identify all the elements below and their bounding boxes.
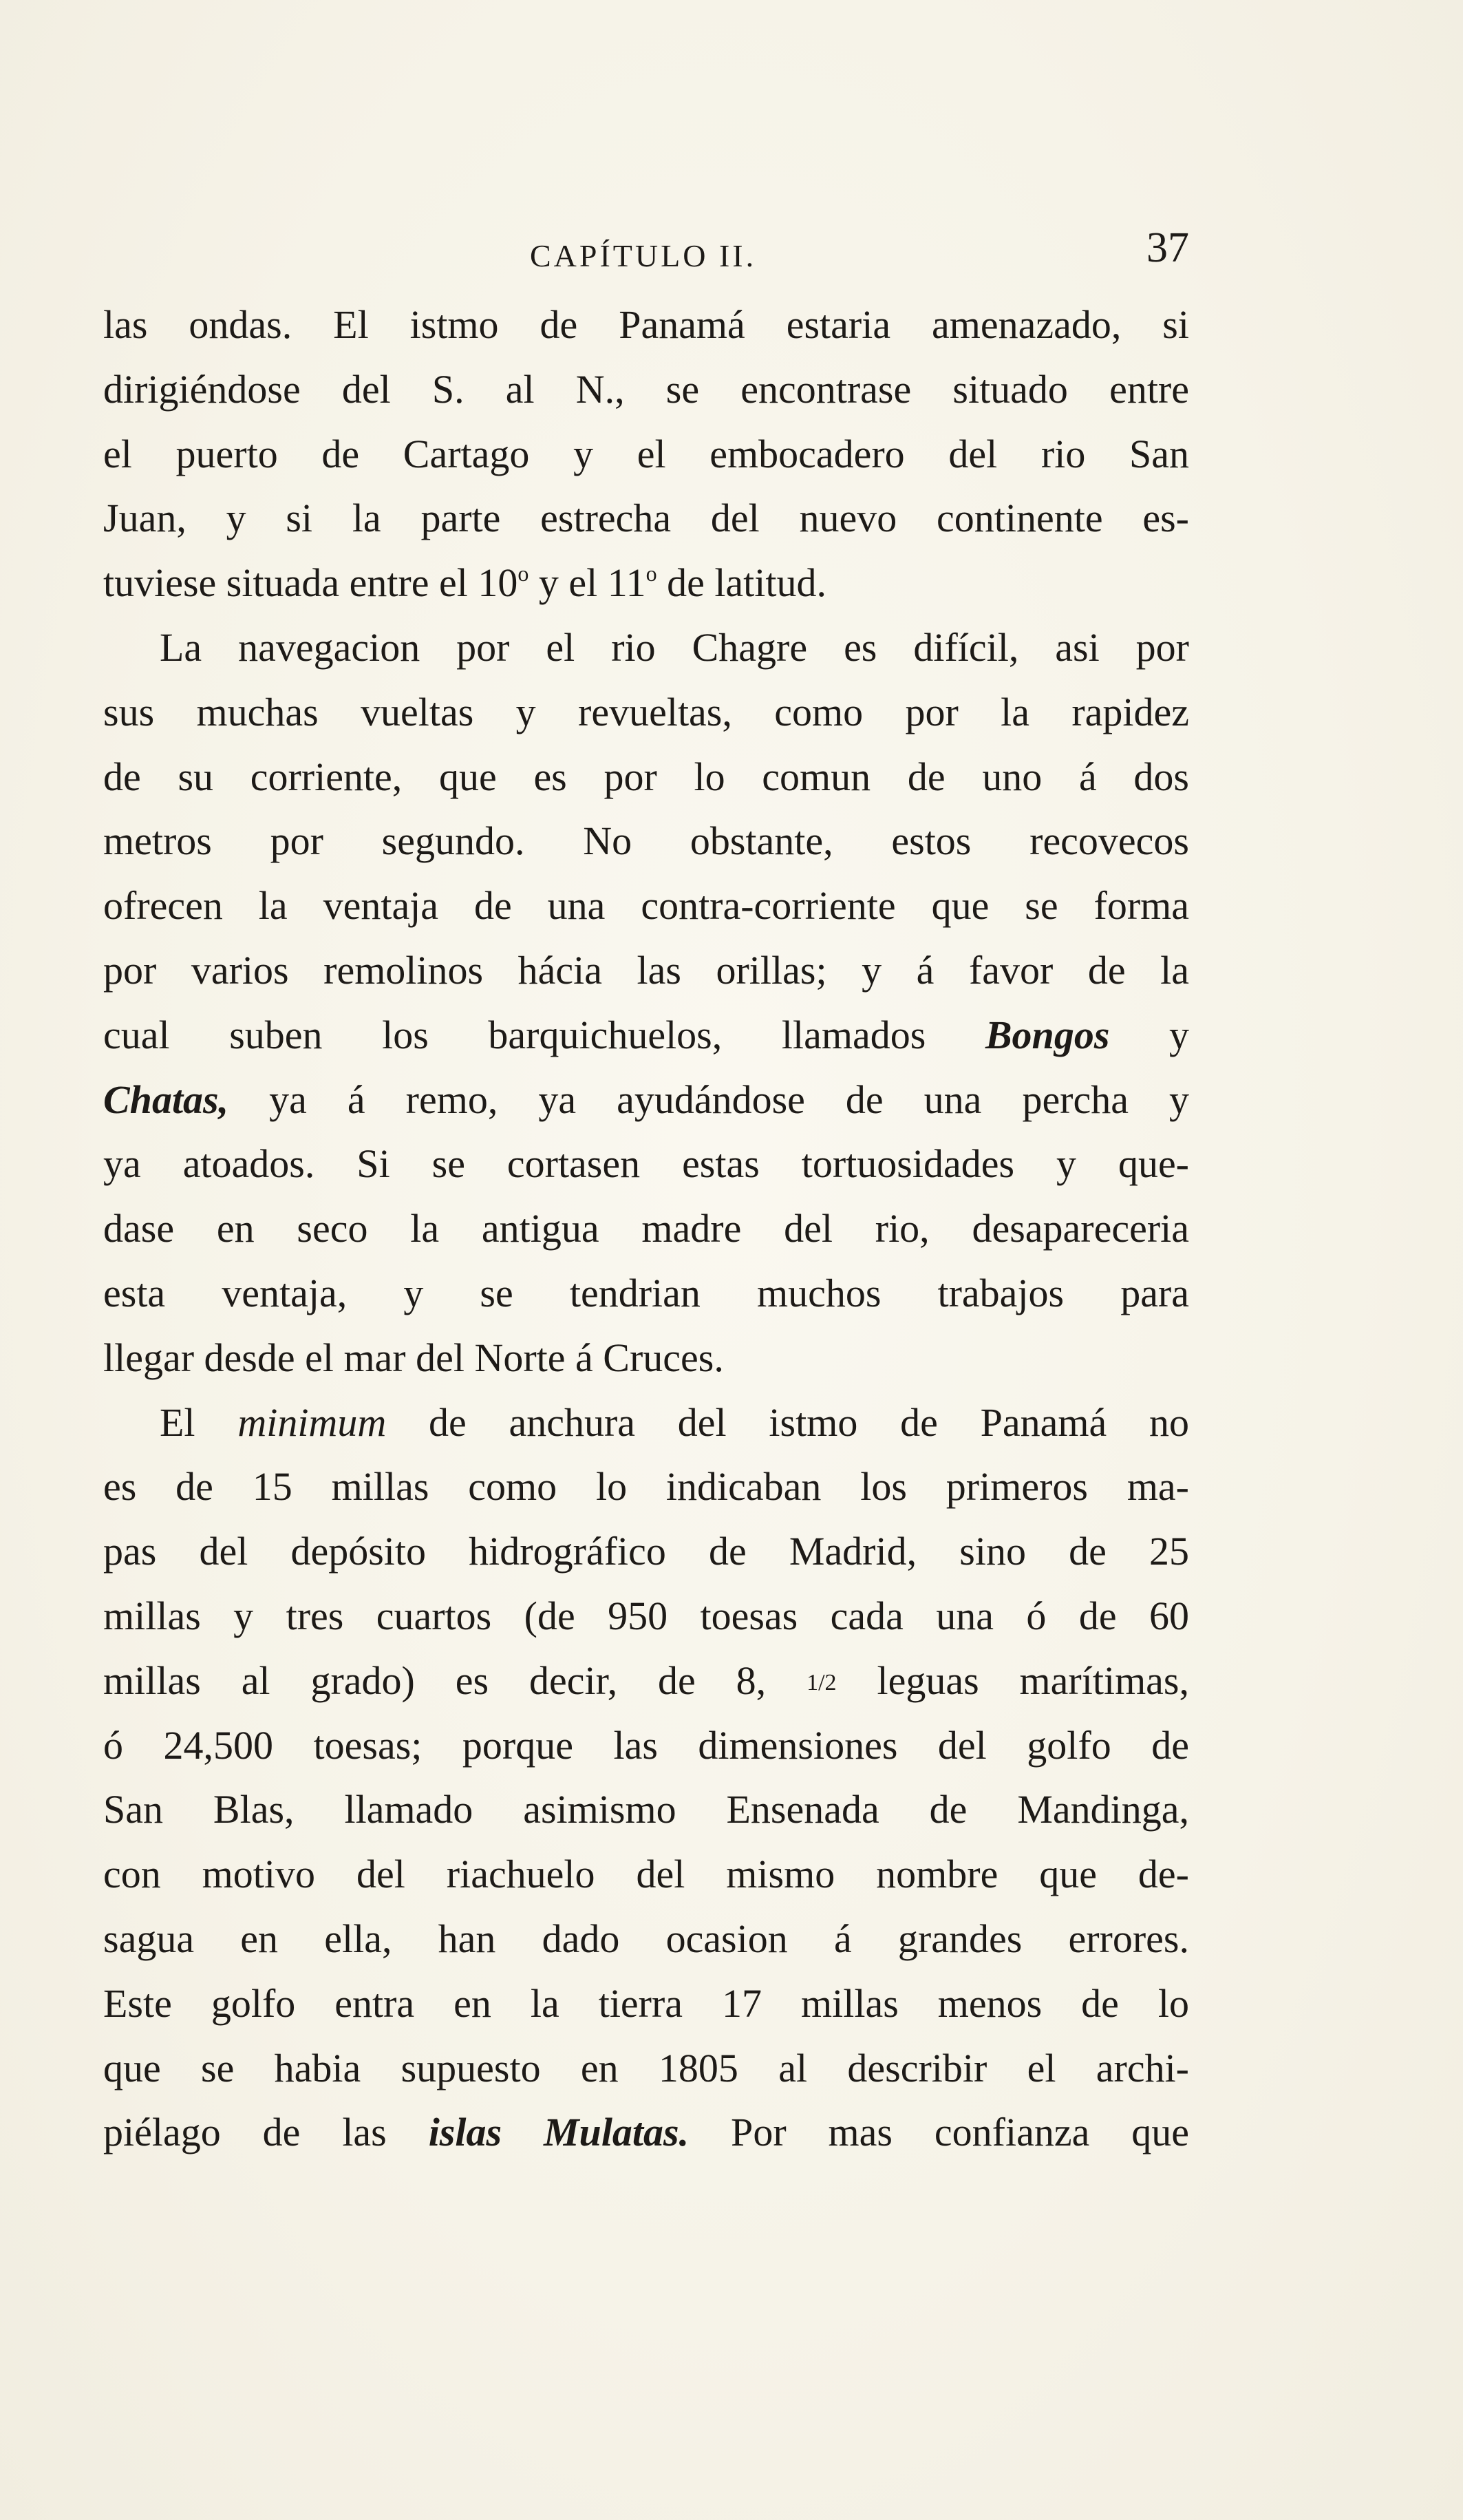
text-line: las ondas. El istmo de Panamá estaria amenazado, si — [103, 302, 1189, 347]
body-text — [103, 293, 1189, 2165]
text-segment: de latitud. — [656, 560, 827, 606]
text-segment: millas al grado) es decir, de 8, — [103, 1658, 807, 1703]
text-segment: y el 11 — [528, 560, 646, 606]
text-segment: y — [1109, 1012, 1189, 1057]
text-line — [103, 1068, 1189, 1132]
text-line: pas del depósito hidrográfico de Madrid, sino de 25 — [103, 1529, 1189, 1574]
text-line — [103, 1649, 1189, 1713]
text-line: ó 24,500 toesas; porque las dimensiones del golfo de — [103, 1722, 1189, 1768]
italic-term: Bongos — [985, 1012, 1110, 1057]
degree-mark: o — [517, 561, 529, 586]
text-line: es de 15 millas como lo indicaban los primeros ma- — [103, 1464, 1189, 1510]
text-line: que se habia supuesto en 1805 al describir el archi- — [103, 2045, 1189, 2090]
text-segment: El — [160, 1399, 238, 1445]
text-line: sagua en ella, han dado ocasion á grandes errores. — [103, 1916, 1189, 1961]
text-line: sus muchas vueltas y revueltas, como por la rapidez — [103, 689, 1189, 734]
italic-term: minimum — [237, 1399, 387, 1445]
text-line: de su corriente, que es por lo comun de uno á dos — [103, 754, 1189, 799]
text-line: por varios remolinos hácia las orillas; y á favor de la — [103, 947, 1189, 993]
page-header — [103, 224, 1189, 279]
text-line: Este golfo entra en la tierra 17 millas menos de lo — [103, 1980, 1189, 2026]
text-line: Juan, y si la parte estrecha del nuevo continente es- — [103, 496, 1189, 541]
text-segment: cual suben los barquichuelos, llamados — [103, 1012, 985, 1057]
italic-term: Chatas, — [103, 1077, 229, 1122]
text-segment: Por mas confianza que — [689, 2110, 1189, 2155]
text-line — [103, 2100, 1189, 2165]
text-line: San Blas, llamado asimismo Ensenada de Mandinga, — [103, 1787, 1189, 1832]
text-line: metros por segundo. No obstante, estos recovecos — [103, 818, 1189, 864]
text-line: millas y tres cuartos (de 950 toesas cada una ó de 60 — [103, 1593, 1189, 1638]
text-line: llegar desde el mar del Norte á Cruces. — [103, 1335, 724, 1380]
page-number: 37 — [1146, 224, 1189, 271]
text-line: La navegacion por el rio Chagre es difícil, asi por — [160, 624, 1189, 670]
text-line — [103, 1003, 1189, 1068]
text-line: ofrecen la ventaja de una contra-corriente que se forma — [103, 883, 1189, 929]
text-line — [103, 1390, 1189, 1455]
text-line: ya atoados. Si se cortasen estas tortuosidades y que- — [103, 1141, 1189, 1187]
text-line: dase en seco la antigua madre del rio, desapareceria — [103, 1206, 1189, 1251]
degree-mark: o — [645, 561, 657, 586]
text-line: con motivo del riachuelo del mismo nombre que de- — [103, 1852, 1189, 1897]
italic-term: islas Mulatas. — [428, 2110, 690, 2155]
running-head: CAPÍTULO II. — [530, 238, 757, 273]
text-segment: piélago de las — [103, 2110, 429, 2155]
text-segment: leguas marítimas, — [836, 1658, 1189, 1703]
text-segment: de anchura del istmo de Panamá no — [386, 1399, 1189, 1445]
text-segment: ya á remo, ya ayudándose de una percha y — [228, 1077, 1189, 1122]
text-line: esta ventaja, y se tendrian muchos trabajos para — [103, 1270, 1189, 1315]
text-line — [103, 551, 1189, 615]
text-line: el puerto de Cartago y el embocadero del rio San — [103, 431, 1189, 476]
text-segment: tuviese situada entre el 10 — [103, 560, 518, 606]
text-line: dirigiéndose del S. al N., se encontrase situado entre — [103, 366, 1189, 412]
fraction: 1/2 — [807, 1669, 837, 1695]
